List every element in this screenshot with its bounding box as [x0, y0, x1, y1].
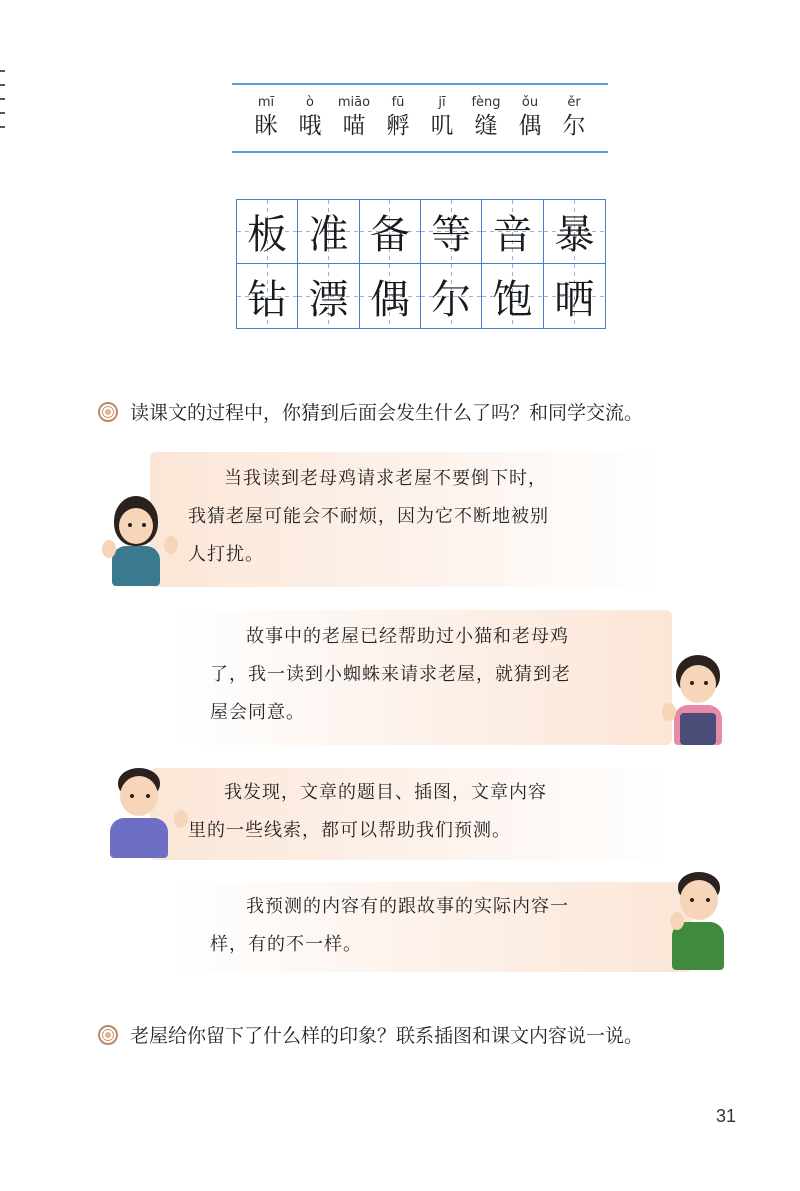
vocab-word — [423, 95, 461, 151]
vocab-word — [511, 95, 549, 151]
grid-cell: 等 — [421, 200, 482, 264]
bubble-line: 当我读到老母鸡请求老屋不要倒下时， — [224, 468, 547, 489]
speech-bubble-4 — [172, 882, 692, 972]
question-text: 读课文的过程中，你猜到后面会发生什么了吗？和同学交流。 — [130, 402, 644, 424]
grid-cell: 偶 — [360, 264, 421, 328]
pinyin: miāo — [337, 95, 371, 110]
grid-cell: 尔 — [421, 264, 482, 328]
hanzi: 眯 — [254, 113, 278, 139]
boy-figure-2 — [664, 872, 734, 972]
hanzi: 喵 — [342, 113, 366, 139]
question-bullet-icon — [98, 402, 118, 422]
question-text: 老屋给你留下了什么样的印象？联系插图和课文内容说一说。 — [130, 1025, 644, 1047]
bubble-line: 了，我一读到小蜘蛛来请求老屋，就猜到老 — [210, 664, 571, 685]
bubble-line: 故事中的老屋已经帮助过小猫和老母鸡 — [246, 626, 569, 647]
pinyin: ěr — [567, 95, 581, 110]
hanzi: 哦 — [298, 113, 322, 139]
pinyin: fū — [391, 95, 405, 110]
question-1 — [98, 398, 643, 425]
grid-cell: 漂 — [298, 264, 359, 328]
pinyin: jī — [438, 95, 446, 110]
vocab-word — [247, 95, 285, 151]
speech-bubble-1 — [150, 452, 660, 587]
question-2 — [98, 1021, 643, 1048]
question-bullet-icon — [98, 1025, 118, 1045]
bubble-line: 人打扰。 — [188, 544, 264, 565]
vocab-word — [291, 95, 329, 151]
girl-figure-2 — [660, 655, 740, 747]
pinyin: ò — [306, 95, 314, 110]
vocab-word — [555, 95, 593, 151]
grid-cell: 暴 — [544, 200, 605, 264]
grid-cell: 音 — [482, 200, 543, 264]
bubble-line: 样，有的不一样。 — [210, 934, 362, 955]
hanzi: 偶 — [518, 113, 542, 139]
bubble-line: 屋会同意。 — [210, 702, 305, 723]
character-writing-grid — [236, 199, 606, 329]
vocab-word — [335, 95, 373, 151]
grid-cell: 饱 — [482, 264, 543, 328]
grid-cell: 备 — [360, 200, 421, 264]
grid-cell: 板 — [237, 200, 298, 264]
bubble-line: 里的一些线索，都可以帮助我们预测。 — [188, 820, 511, 841]
vocab-word — [379, 95, 417, 151]
pinyin: mī — [257, 95, 275, 110]
pinyin: fèng — [471, 95, 501, 110]
grid-cell: 晒 — [544, 264, 605, 328]
vocab-word — [467, 95, 505, 151]
hanzi: 孵 — [386, 113, 410, 139]
pinyin: ǒu — [521, 95, 539, 110]
bubble-line: 我猜老屋可能会不耐烦，因为它不断地被别 — [188, 506, 549, 527]
speech-bubble-2 — [172, 610, 672, 745]
bubble-line: 我发现，文章的题目、插图，文章内容 — [224, 782, 547, 803]
hanzi: 叽 — [430, 113, 454, 139]
grid-cell: 准 — [298, 200, 359, 264]
hanzi: 缝 — [474, 113, 498, 139]
hanzi: 尔 — [562, 113, 586, 139]
bubble-line: 我预测的内容有的跟故事的实际内容一 — [246, 896, 569, 917]
pinyin-vocabulary-box — [232, 83, 608, 153]
girl-figure-1 — [100, 496, 180, 588]
page-number: 31 — [715, 1106, 736, 1126]
page-edge-marks — [0, 70, 8, 190]
boy-figure-1 — [100, 768, 190, 860]
grid-cell: 钻 — [237, 264, 298, 328]
speech-bubble-3 — [150, 768, 670, 860]
